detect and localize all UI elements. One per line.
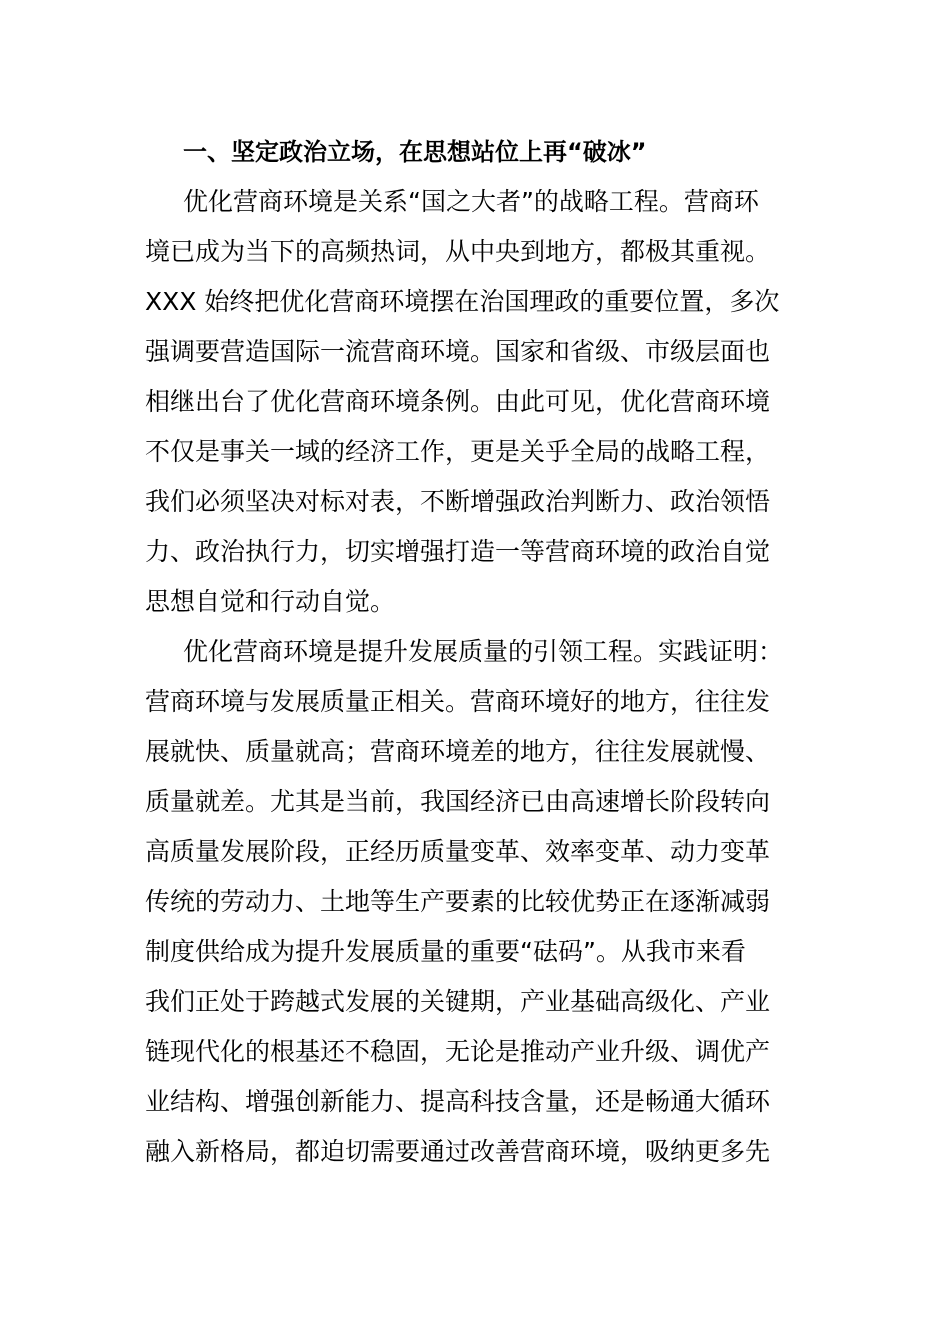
text-line: 境已成为当下的高频热词，从中央到地方，都极其重视。 (145, 237, 771, 266)
text-line: 质量就差。尤其是当前，我国经济已由高速增长阶段转向 (145, 787, 771, 816)
text-line: 优化营商环境是关系“国之大者”的战略工程。营商环 (183, 187, 759, 216)
text-line: 优化营商环境是提升发展质量的引领工程。实践证明： (183, 637, 784, 666)
text-line: 思想自觉和行动自觉。 (145, 587, 396, 616)
text-line: XXX 始终把优化营商环境摆在治国理政的重要位置，多次 (145, 287, 780, 316)
text-line: 相继出台了优化营商环境条例。由此可见，优化营商环境 (145, 387, 771, 416)
text-line: 业结构、增强创新能力、提高科技含量，还是畅通大循环 (145, 1087, 771, 1116)
section-heading: 一、坚定政治立场，在思想站位上再“破冰” (183, 138, 647, 166)
text-line: 不仅是事关一域的经济工作，更是关乎全局的战略工程， (145, 437, 771, 466)
text-line: 强调要营造国际一流营商环境。国家和省级、市级层面也 (145, 337, 771, 366)
text-line: 链现代化的根基还不稳固，无论是推动产业升级、调优产 (145, 1037, 771, 1066)
text-line: 力、政治执行力，切实增强打造一等营商环境的政治自觉 (145, 537, 771, 566)
text-line: 传统的劳动力、土地等生产要素的比较优势正在逐渐减弱 (145, 887, 771, 916)
text-line: 我们正处于跨越式发展的关键期，产业基础高级化、产业 (145, 987, 771, 1016)
text-line: 制度供给成为提升发展质量的重要“砝码”。从我市来看 (145, 937, 746, 966)
text-line: 展就快、质量就高；营商环境差的地方，往往发展就慢、 (145, 737, 771, 766)
text-line: 高质量发展阶段，正经历质量变革、效率变革、动力变革 (145, 837, 771, 866)
text-line: 我们必须坚决对标对表，不断增强政治判断力、政治领悟 (145, 487, 771, 516)
text-line: 营商环境与发展质量正相关。营商环境好的地方，往往发 (145, 687, 771, 716)
text-line: 融入新格局，都迫切需要通过改善营商环境，吸纳更多先 (145, 1137, 771, 1166)
